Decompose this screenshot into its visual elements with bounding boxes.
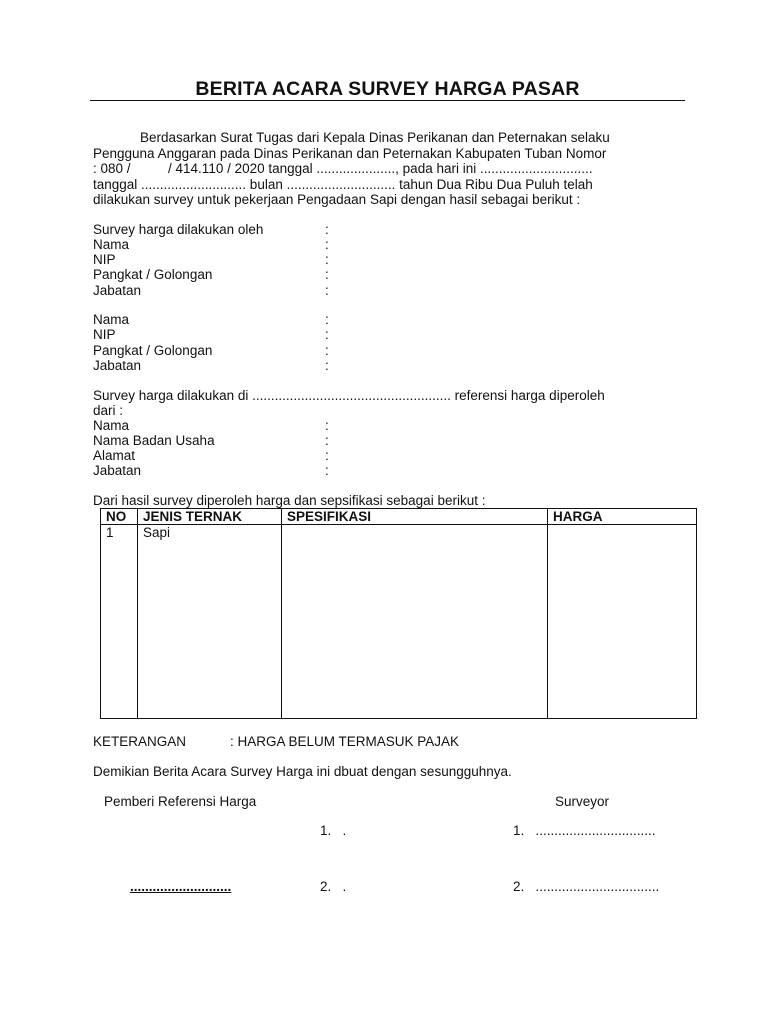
right-signature-title: Surveyor <box>555 794 610 809</box>
header-no: NO <box>101 509 138 525</box>
person1-pangkat-label: Pangkat / Golongan <box>93 267 213 282</box>
colon: : <box>325 267 329 282</box>
left-signature-line: ........................... <box>130 879 232 894</box>
location-line-1: Survey harga dilakukan di ..................................................... referensi harga diperoleh <box>93 388 605 403</box>
ref-alamat-label: Alamat <box>93 448 136 463</box>
ref-badan-usaha-label: Nama Badan Usaha <box>93 433 215 448</box>
colon: : <box>325 222 329 237</box>
cell-spesifikasi <box>282 525 548 719</box>
colon: : <box>325 312 329 327</box>
page-title: BERITA ACARA SURVEY HARGA PASAR <box>195 78 580 100</box>
table-row <box>101 525 697 719</box>
intro-line-1: Berdasarkan Surat Tugas dari Kepala Dinas Perikanan dan Peternakan selaku <box>140 130 610 145</box>
colon: : <box>325 433 329 448</box>
colon: : <box>325 358 329 373</box>
person1-nama-label: Nama <box>93 237 130 252</box>
colon: : <box>325 418 329 433</box>
colon: : <box>325 237 329 252</box>
results-intro: Dari hasil survey diperoleh harga dan sepsifikasi sebagai berikut : <box>93 493 486 508</box>
colon: : <box>325 252 329 267</box>
colon: : <box>325 343 329 358</box>
table-header-row <box>101 509 697 525</box>
person1-nip-label: NIP <box>93 252 116 267</box>
cell-jenis: Sapi <box>138 525 282 719</box>
left-signatory-1: 1. . <box>320 823 347 838</box>
person2-jabatan-label: Jabatan <box>93 358 142 373</box>
surveyor-heading: Survey harga dilakukan oleh <box>93 222 264 237</box>
keterangan-value: : HARGA BELUM TERMASUK PAJAK <box>230 734 460 749</box>
colon: : <box>325 327 329 342</box>
header-spesifikasi: SPESIFIKASI <box>282 509 548 525</box>
keterangan-label: KETERANGAN <box>93 734 187 749</box>
ref-nama-label: Nama <box>93 418 130 433</box>
closing-statement: Demikian Berita Acara Survey Harga ini dbuat dengan sesungguhnya. <box>93 764 512 779</box>
intro-line-5: dilakukan survey untuk pekerjaan Pengadaan Sapi dengan hasil sebagai berikut : <box>93 192 581 207</box>
header-harga: HARGA <box>548 509 697 525</box>
right-signatory-2: 2. ................................. <box>513 879 660 894</box>
person2-pangkat-label: Pangkat / Golongan <box>93 343 213 358</box>
price-table <box>100 508 697 719</box>
intro-line-2: Pengguna Anggaran pada Dinas Perikanan dan Peternakan Kabupaten Tuban Nomor <box>93 145 607 161</box>
right-signatory-1: 1. ................................ <box>513 823 656 838</box>
cell-harga <box>548 525 697 719</box>
header-jenis-ternak: JENIS TERNAK <box>138 509 282 525</box>
intro-line-4: tanggal ............................ bulan ............................. tahun Dua Ribu Dua Puluh telah <box>93 176 593 192</box>
person2-nama-label: Nama <box>93 312 130 327</box>
left-signature-title: Pemberi Referensi Harga <box>104 794 257 809</box>
intro-paragraph <box>93 130 691 208</box>
colon: : <box>325 463 329 478</box>
left-signatory-2: 2. . <box>320 879 347 894</box>
colon: : <box>325 448 329 463</box>
ref-jabatan-label: Jabatan <box>93 463 142 478</box>
person2-nip-label: NIP <box>93 327 116 342</box>
intro-line-3: : 080 / / 414.110 / 2020 tanggal ....................., pada hari ini .............................. <box>93 161 593 176</box>
title-underline <box>90 100 685 101</box>
cell-no: 1 <box>101 525 138 719</box>
location-line-2: dari : <box>93 403 124 418</box>
person1-jabatan-label: Jabatan <box>93 283 142 298</box>
colon: : <box>325 283 329 298</box>
